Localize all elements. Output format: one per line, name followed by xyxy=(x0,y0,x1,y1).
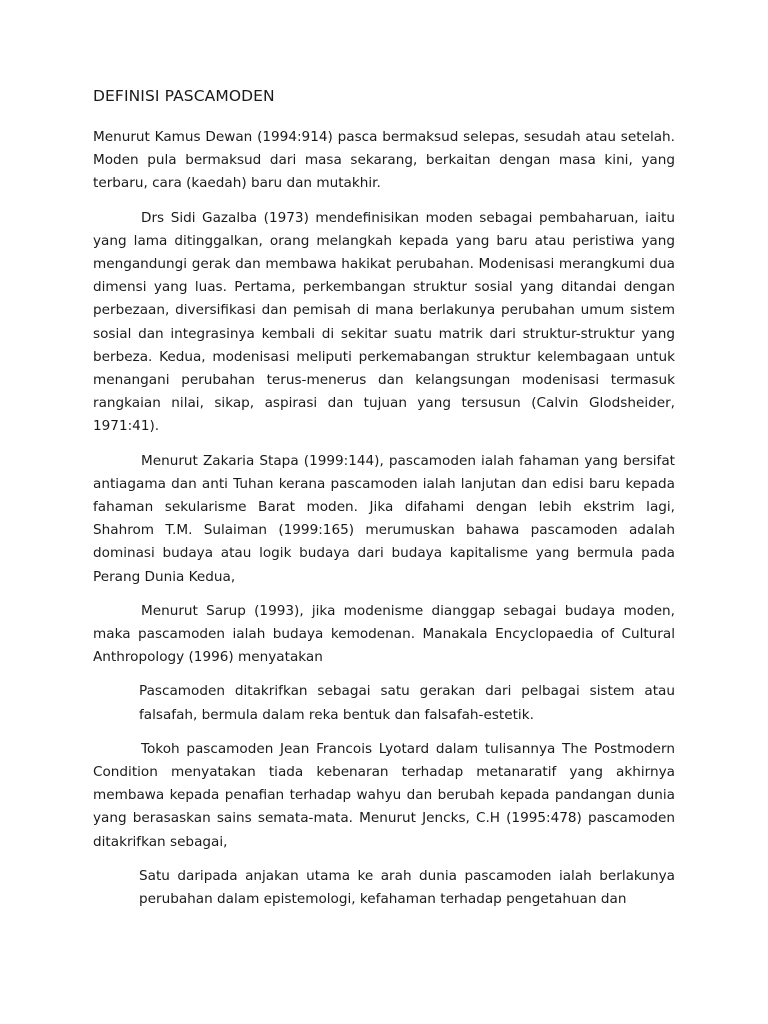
document-page xyxy=(93,84,675,922)
page-title: DEFINISI PASCAMODEN xyxy=(93,87,275,105)
paragraph-lyotard: Tokoh pascamoden Jean Francois Lyotard dalam tulisannya The Postmodern Condition menyatakan tiada kebenaran terhadap metanaratif yang akhirnya membawa kepada penafian terhadap wahyu dan berubah kepada pandangan dunia yang berasaskan sains semata-mata. Menurut Jencks, C.H (1995:478) pascamoden ditakrifkan sebagai, xyxy=(93,740,675,850)
block-quote-encyclopaedia: Pascamoden ditakrifkan sebagai satu gerakan dari pelbagai sistem atau falsafah, bermula dalam reka bentuk dan falsafah-estetik. xyxy=(139,683,675,723)
paragraph-kamus-dewan: Menurut Kamus Dewan (1994:914) pasca bermaksud selepas, sesudah atau setelah. Moden pula bermaksud dari masa sekarang, berkaitan dengan masa kini, yang terbaru, cara (kaedah) baru dan mutakhir. xyxy=(93,129,675,192)
paragraph-sarup: Menurut Sarup (1993), jika modenisme dianggap sebagai budaya moden, maka pascamoden ialah budaya kemodenan. Manakala Encyclopaedia of Cultural Anthropology (1996) menyatakan xyxy=(93,602,675,666)
block-quote-jencks: Satu daripada anjakan utama ke arah dunia pascamoden ialah berlakunya perubahan dalam epistemologi, kefahaman terhadap pengetahuan dan xyxy=(139,867,675,908)
paragraph-sidi-gazalba: Drs Sidi Gazalba (1973) mendefinisikan moden sebagai pembaharuan, iaitu yang lama ditinggalkan, orang melangkah kepada yang baru atau peristiwa yang mengandungi gerak dan membawa hakikat perubahan. Modenisasi merangkumi dua dimensi yang luas. Pertama, perkembangan struktur sosial yang ditandai dengan perbezaan, diversifikasi dan pemisah di mana berlakunya perubahan umum sistem sosial dan integrasinya kembali di sekitar suatu matrik dari struktur-struktur yang berbeza. Kedua, modenisasi meliputi perkemabangan struktur kelembagaan untuk menangani perubahan terus-menerus dan kelangsungan modenisasi termasuk rangkaian nilai, sikap, aspirasi dan tujuan yang tersusun (Calvin Glodsheider, 1971:41). xyxy=(93,209,675,435)
paragraph-zakaria-stapa: Menurut Zakaria Stapa (1999:144), pascamoden ialah fahaman yang bersifat antiagama dan anti Tuhan kerana pascamoden ialah lanjutan dan edisi baru kepada fahaman sekularisme Barat moden. Jika difahami dengan lebih ekstrim lagi, Shahrom T.M. Sulaiman (1999:165) merumuskan bahawa pascamoden adalah dominasi budaya atau logik budaya dari budaya kapitalisme yang bermula pada Perang Dunia Kedua, xyxy=(93,452,675,585)
